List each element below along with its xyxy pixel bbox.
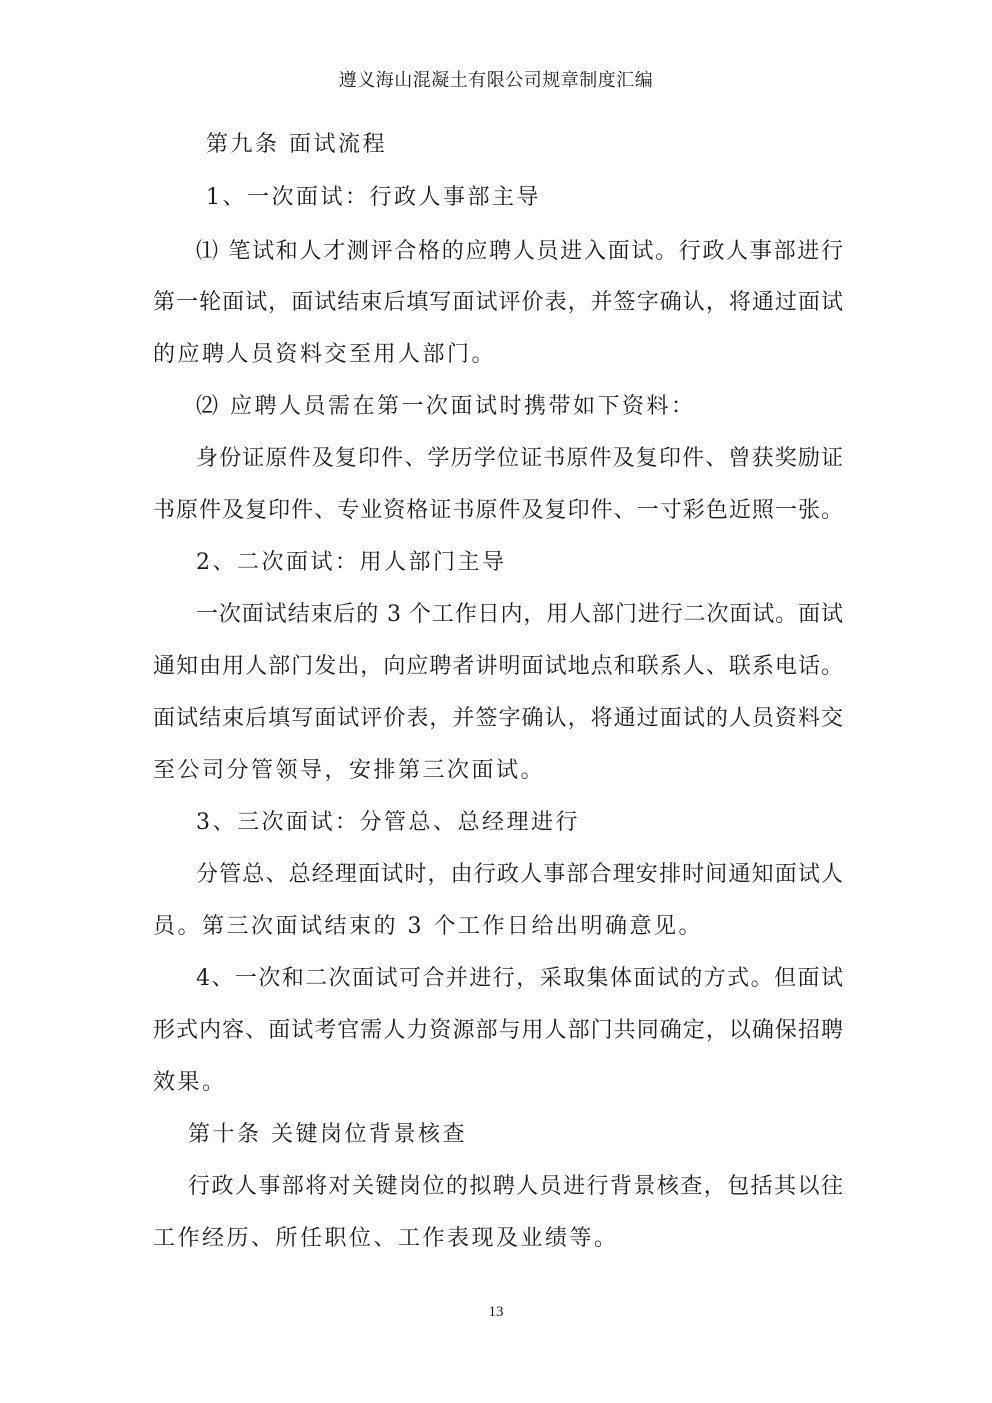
item2-p-line4: 至公司分管领导，安排第三次面试。 bbox=[153, 758, 546, 783]
article10-heading: 第十条 关键岗位背景核查 bbox=[188, 1122, 467, 1147]
item2-p-line2: 通知由用人部门发出，向应聘者讲明面试地点和联系人、联系电话。 bbox=[153, 654, 843, 679]
item4-line2: 形式内容、面试考官需人力资源部与用人部门共同确定，以确保招聘 bbox=[153, 1018, 843, 1043]
item1-p2-line1: ⑵ 应聘人员需在第一次面试时携带如下资料： bbox=[196, 394, 696, 419]
item1-p1-line1: ⑴ 笔试和人才测评合格的应聘人员进入面试。行政人事部进行 bbox=[196, 239, 843, 264]
item4-line1: 4、一次和二次面试可合并进行，采取集体面试的方式。但面试 bbox=[196, 966, 843, 991]
page-header: 遵义海山混凝土有限公司规章制度汇编 bbox=[338, 70, 654, 91]
item1-p3-line2: 书原件及复印件、专业资格证书原件及复印件、一寸彩色近照一张。 bbox=[153, 498, 843, 523]
item1-title: 1、一次面试：行政人事部主导 bbox=[206, 185, 541, 210]
item2-title: 2、二次面试：用人部门主导 bbox=[196, 550, 507, 575]
item3-p-line2: 员。第三次面试结束的 3 个工作日给出明确意见。 bbox=[153, 914, 703, 939]
item3-p-line1: 分管总、总经理面试时，由行政人事部合理安排时间通知面试人 bbox=[196, 862, 843, 887]
page-number: 13 bbox=[488, 1304, 504, 1320]
article10-p-line1: 行政人事部将对关键岗位的拟聘人员进行背景核查，包括其以往 bbox=[188, 1174, 843, 1199]
item2-p-line3: 面试结束后填写面试评价表，并签字确认，将通过面试的人员资料交 bbox=[153, 706, 843, 731]
item2-p-line1: 一次面试结束后的 3 个工作日内，用人部门进行二次面试。面试 bbox=[196, 602, 843, 627]
item1-p1-line2: 第一轮面试，面试结束后填写面试评价表，并签字确认，将通过面试 bbox=[153, 290, 843, 315]
item3-title: 3、三次面试：分管总、总经理进行 bbox=[196, 810, 580, 835]
item4-line3: 效果。 bbox=[153, 1070, 227, 1095]
item1-p1-line3: 的应聘人员资料交至用人部门。 bbox=[153, 342, 497, 367]
article10-p-line2: 工作经历、所任职位、工作表现及业绩等。 bbox=[153, 1226, 619, 1251]
item1-p3-line1: 身份证原件及复印件、学历学位证书原件及复印件、曾获奖励证 bbox=[196, 446, 843, 471]
article9-heading: 第九条 面试流程 bbox=[206, 132, 387, 157]
